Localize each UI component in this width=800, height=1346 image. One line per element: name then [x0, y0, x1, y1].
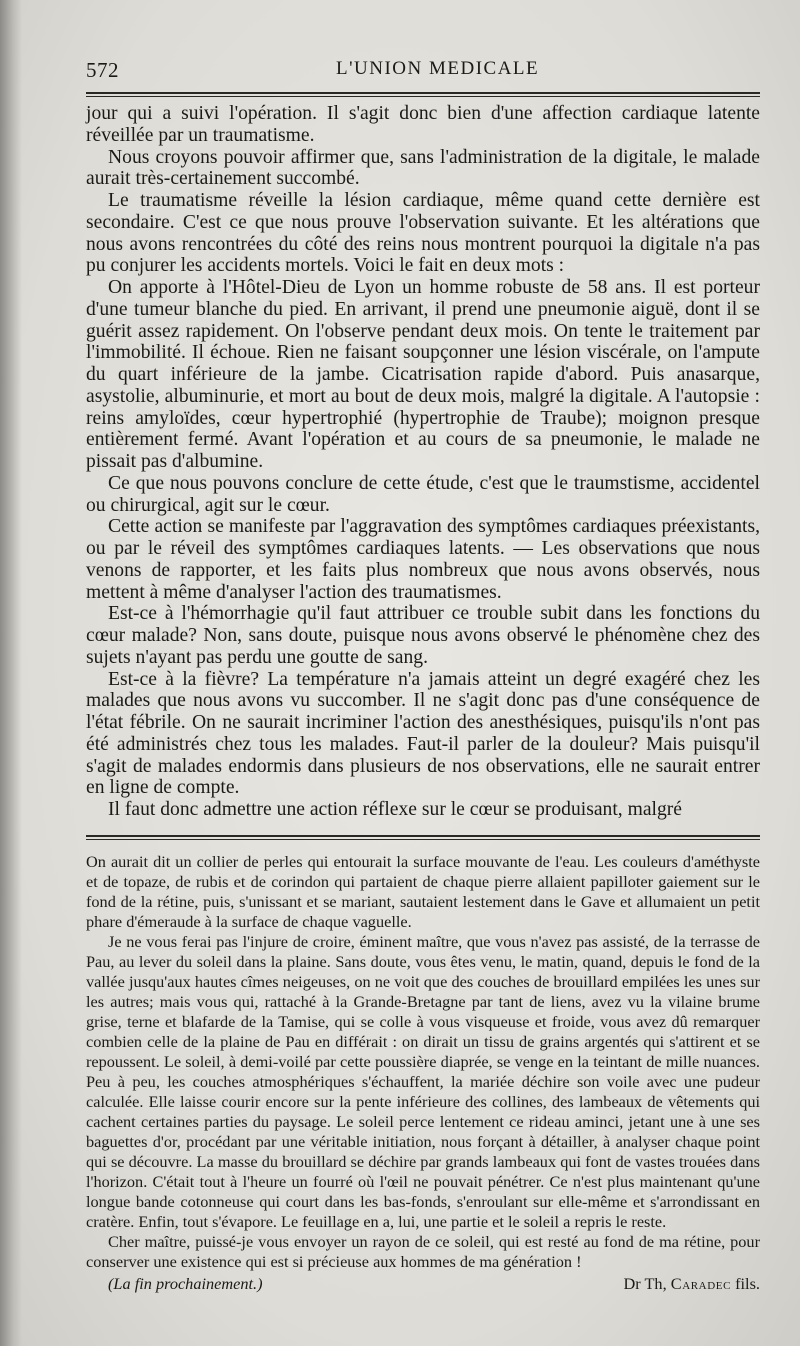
paragraph: Cette action se manifeste par l'aggravation des symptômes cardiaques préexistants, ou par le réveil des symptômes cardiaques latents. — Les observations que nous venons de rapporter, et les faits plus nombreux que nous avons observés, nous mettent à même d'analyser l'action des traumatismes.: [86, 516, 760, 603]
page-header: [86, 58, 760, 88]
author-prefix: Dr Th,: [623, 1273, 667, 1293]
feuilleton-section: [86, 852, 760, 1272]
paragraph: jour qui a suivi l'opération. Il s'agit donc bien d'une affection cardiaque latente réveillée par un traumatisme.: [86, 103, 760, 146]
author-suffix: fils.: [735, 1273, 760, 1293]
feuilleton-paragraph: Je ne vous ferai pas l'injure de croire, éminent maître, que vous n'avez pas assisté, de la terrasse de Pau, au lever du soleil dans la plaine. Sans doute, vous êtes venu, le matin, quand, depuis le fond de la vallée jusqu'aux hautes cîmes neigeuses, on ne voit que des couches de brouillard empilées les unes sur les autres; mais vous qui, rattaché à la Grande-Bretagne par tant de liens, avez vu la vilaine brume grise, terne et blafarde de la Tamise, qui se colle à vous visqueuse et froide, vous avez dû remarquer combien celle de la plaine de Pau en différait : on dirait un tissu de grains argentés qui s'attirent et se repoussent. Le soleil, à demi-voilé par cette poussière diaprée, se venge en la teintant de mille nuances. Peu à peu, les couches atmosphériques s'échauffent, la mariée déchire son voile avec une pudeur calculée. Elle laisse courir encore sur la pente inférieure des collines, des lambeaux de vêtements qui cachent certaines parties du paysage. Le soleil perce lentement ce rideau aminci, jetant une à une ses baguettes d'or, procédant par une véritable initiation, nous forçant à détailler, à analyser chaque point qui se découvre. La masse du brouillard se déchire par grands lambeaux qui font de vastes trouées dans l'horizon. C'était tout à l'heure un fourré où l'œil ne pouvait pénétrer. Ce n'est plus maintenant qu'une longue bande cotonneuse qui court dans les bas-fonds, s'enroulant sur elle-même et s'arrondissant en cratère. Enfin, tout s'évapore. Le feuillage en a, lui, une partie et le soleil a repris le reste.: [86, 931, 760, 1231]
page-number: 572: [86, 58, 119, 82]
binding-shadow: [0, 0, 22, 1346]
author-signature: [624, 1274, 760, 1294]
author-name: Caradec: [670, 1273, 732, 1293]
paragraph: Est-ce à la fièvre? La température n'a jamais atteint un degré exagéré chez les malades que nous avons vu succomber. Il ne s'agit donc pas d'une conséquence de l'état fébrile. On ne saurait incriminer l'action des anesthésiques, puisqu'ils n'ont pas été administrés chez tous les malades. Faut-il parler de la douleur? Mais puisqu'il s'agit de malades endormis dans plusieurs de nos observations, elle ne saurait entrer en ligne de compte.: [86, 668, 760, 799]
journal-title: L'UNION MEDICALE: [336, 58, 540, 79]
feuilleton-paragraph: On aurait dit un collier de perles qui entourait la surface mouvante de l'eau. Les couleurs d'améthyste et de topaze, de rubis et de corindon qui partaient de chaque pierre allaient papilloter gaiement sur le fond de la rétine, puis, s'unissant et se mariant, sautaient lestement dans le Gave et allumaient un petit phare d'émeraude à la surface de chaque vaguelle.: [86, 851, 760, 931]
feuilleton-rule: [86, 835, 760, 840]
header-rule: [86, 92, 760, 97]
paragraph: Nous croyons pouvoir affirmer que, sans l'administration de la digitale, le malade aurait très-certainement succombé.: [86, 146, 760, 190]
continuation-note: (La fin prochainement.): [108, 1273, 263, 1293]
paragraph: Est-ce à l'hémorrhagie qu'il faut attribuer ce trouble subit dans les fonctions du cœur malade? Non, sans doute, puisque nous avons observé le phénomène chez des sujets n'ayant pas perdu une goutte de sang.: [86, 603, 760, 668]
paragraph: Ce que nous pouvons conclure de cette étude, c'est que le traumstisme, accidentel ou chirurgical, agit sur le cœur.: [86, 472, 760, 516]
signature-line: [86, 1274, 760, 1296]
paragraph: Il faut donc admettre une action réflexe sur le cœur se produisant, malgré: [108, 799, 682, 820]
paragraph: On apporte à l'Hôtel-Dieu de Lyon un homme robuste de 58 ans. Il est porteur d'une tumeur blanche du pied. En arrivant, il prend une pneumonie aiguë, dont il se guérit assez rapidement. On l'observe pendant deux mois. On tente le traitement par l'immobilité. Il échoue. Rien ne faisant soupçonner une lésion viscérale, on l'ampute du quart inférieure de la jambe. Cicatrisation rapide d'abord. Puis anasarque, asystolie, albuminurie, et mort au bout de deux mois, malgré la digitale. A l'autopsie : reins amyloïdes, cœur hypertrophié (hypertrophie de Traube); moignon presque entièrement fermé. Avant l'opération et au cours de sa pneumonie, le malade ne pissait pas d'albumine.: [86, 277, 760, 472]
feuilleton-paragraph: Cher maître, puissé-je vous envoyer un rayon de ce soleil, qui est resté au fond de ma rétine, pour conserver une existence qui est si précieuse aux hommes de ma génération !: [86, 1231, 760, 1271]
main-article: [86, 103, 760, 821]
paragraph: Le traumatisme réveille la lésion cardiaque, même quand cette dernière est secondaire. C'est ce que nous prouve l'observation suivante. Et les altérations que nous avons rencontrées du côté des reins nous montrent pourquoi la digitale n'a pas pu conjurer les accidents mortels. Voici le fait en deux mots :: [86, 190, 760, 277]
